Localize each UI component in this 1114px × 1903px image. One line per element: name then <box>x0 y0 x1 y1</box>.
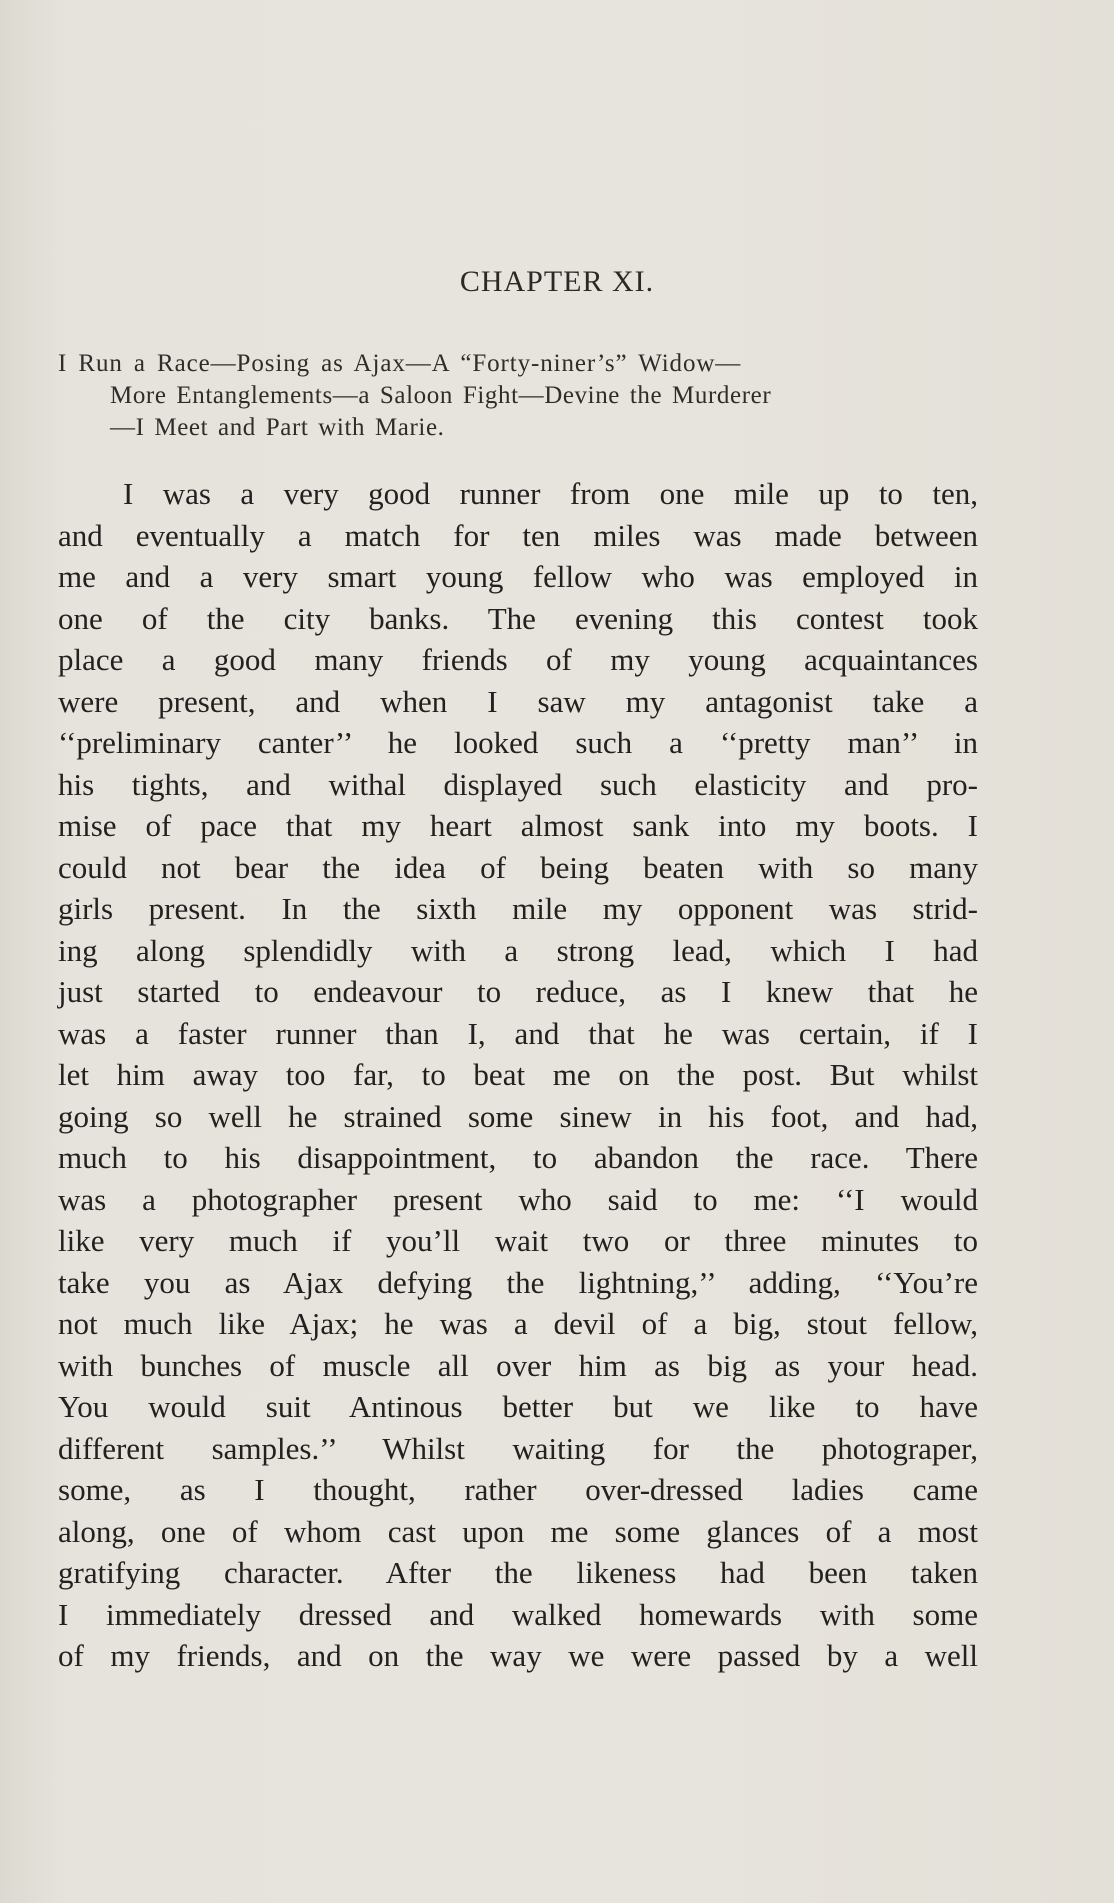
body-line: was a faster runner than I, and that he was certain, if I <box>58 1015 978 1051</box>
body-line: just started to endeavour to reduce, as I knew that he <box>58 974 978 1009</box>
body-line: gratifying character. After the likeness had been taken <box>58 1555 978 1590</box>
body-line: along, one of whom cast upon me some glances of a most <box>58 1513 978 1549</box>
body-line: I was a very good runner from one mile up to ten, <box>123 476 978 511</box>
body-line: were present, and when I saw my antagonist take a <box>58 683 978 719</box>
summary-line: More Entanglements—a Saloon Fight—Devine the Murderer <box>110 382 772 409</box>
body-line: and eventually a match for ten miles was made between <box>58 517 978 553</box>
body-line: take you as Ajax defying the lightning,’’ adding, ‘‘You’re <box>58 1264 978 1300</box>
body-line: girls present. In the sixth mile my opponent was strid- <box>58 891 978 926</box>
body-line: me and a very smart young fellow who was employed in <box>58 559 978 594</box>
body-line: ing along splendidly with a strong lead, which I had <box>58 932 978 968</box>
body-line: could not bear the idea of being beaten with so many <box>58 849 978 885</box>
body-line: like very much if you’ll wait two or three minutes to <box>58 1223 978 1258</box>
body-line: let him away too far, to beat me on the post. But whilst <box>58 1057 978 1092</box>
body-line: You would suit Antinous better but we like to have <box>58 1389 978 1424</box>
body-line: his tights, and withal displayed such elasticity and pro- <box>58 766 978 802</box>
body-line: with bunches of muscle all over him as big as your head. <box>58 1347 978 1383</box>
body-line: going so well he strained some sinew in his foot, and had, <box>58 1098 978 1134</box>
body-line: was a photographer present who said to me: ‘‘I would <box>58 1181 978 1217</box>
body-line: mise of pace that my heart almost sank into my boots. I <box>58 808 978 843</box>
body-line: one of the city banks. The evening this contest took <box>58 600 978 636</box>
chapter-title: CHAPTER XI. <box>459 265 655 298</box>
chapter-summary <box>58 348 998 444</box>
body-line: much to his disappointment, to abandon the race. There <box>58 1140 978 1175</box>
body-line: I immediately dressed and walked homewards with some <box>58 1596 978 1632</box>
body-line: some, as I thought, rather over-dressed ladies came <box>58 1472 978 1507</box>
body-line: of my friends, and on the way we were passed by a well <box>58 1638 978 1673</box>
body-line: not much like Ajax; he was a devil of a big, stout fellow, <box>58 1306 978 1341</box>
body-text <box>58 473 978 1677</box>
body-line: different samples.’’ Whilst waiting for the photograper, <box>58 1430 978 1466</box>
body-line: place a good many friends of my young acquaintances <box>58 642 978 677</box>
summary-line: I Run a Race—Posing as Ajax—A “Forty-niner’s” Widow— <box>58 350 742 377</box>
body-line: ‘‘preliminary canter’’ he looked such a ‘‘pretty man’’ in <box>58 725 978 760</box>
summary-line: —I Meet and Part with Marie. <box>110 414 445 441</box>
